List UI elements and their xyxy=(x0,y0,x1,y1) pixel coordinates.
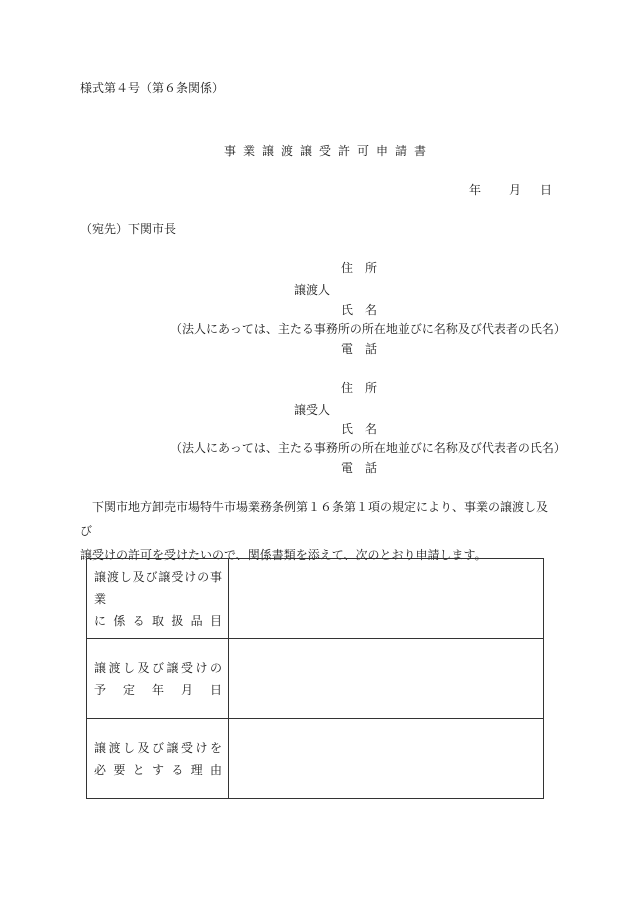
table-label-cell xyxy=(87,639,229,719)
transferee-role: 譲受人 xyxy=(294,403,331,417)
date-day: 日 xyxy=(540,183,553,197)
addressee: （宛先）下関市長 xyxy=(80,222,177,236)
reason-field[interactable] xyxy=(229,719,544,799)
statement-line-1: 下関市地方卸売市場特牛市場業務条例第１６条第１項の規定により、事業の譲渡し及び xyxy=(80,500,549,538)
transferor-corporate-note: （法人にあっては、主たる事務所の所在地並びに名称及び代表者の氏名） xyxy=(170,322,566,336)
table-row xyxy=(87,559,544,639)
transferor-name-label: 氏 名 xyxy=(341,303,378,317)
table-row xyxy=(87,639,544,719)
row1-label-line1: 譲渡し及び譲受けの事業 xyxy=(94,569,222,606)
table-row xyxy=(87,719,544,799)
row3-label-line1: 譲渡し及び譲受けを xyxy=(94,740,222,755)
application-table xyxy=(86,558,544,799)
row3-label-line2: 必要とする理由 xyxy=(94,762,222,777)
transferee-phone-label: 電 話 xyxy=(341,461,378,475)
items-handled-field[interactable] xyxy=(229,559,544,639)
transferor-phone-label: 電 話 xyxy=(341,342,378,356)
date-month: 月 xyxy=(509,183,522,197)
transferee-address-label: 住 所 xyxy=(341,381,378,395)
transferee-name-label: 氏 名 xyxy=(341,422,378,436)
table-label-cell xyxy=(87,719,229,799)
table-label-cell xyxy=(87,559,229,639)
row2-label-line1: 譲渡し及び譲受けの xyxy=(94,660,222,675)
document-title: 事業譲渡譲受許可申請書 xyxy=(224,144,434,158)
form-number: 様式第４号（第６条関係） xyxy=(80,81,225,95)
application-statement xyxy=(80,495,555,567)
transferor-role: 譲渡人 xyxy=(294,283,331,297)
row2-label-line2: 予定年月日 xyxy=(94,682,222,697)
date-year: 年 xyxy=(469,183,482,197)
transferor-address-label: 住 所 xyxy=(341,261,378,275)
scheduled-date-field[interactable] xyxy=(229,639,544,719)
row1-label-line2: に係る取扱品目 xyxy=(94,613,222,628)
transferee-corporate-note: （法人にあっては、主たる事務所の所在地並びに名称及び代表者の氏名） xyxy=(170,441,566,455)
statement-line-2: 譲受けの許可を受けたいので、関係書類を添えて、次のとおり申請します。 xyxy=(80,548,487,562)
